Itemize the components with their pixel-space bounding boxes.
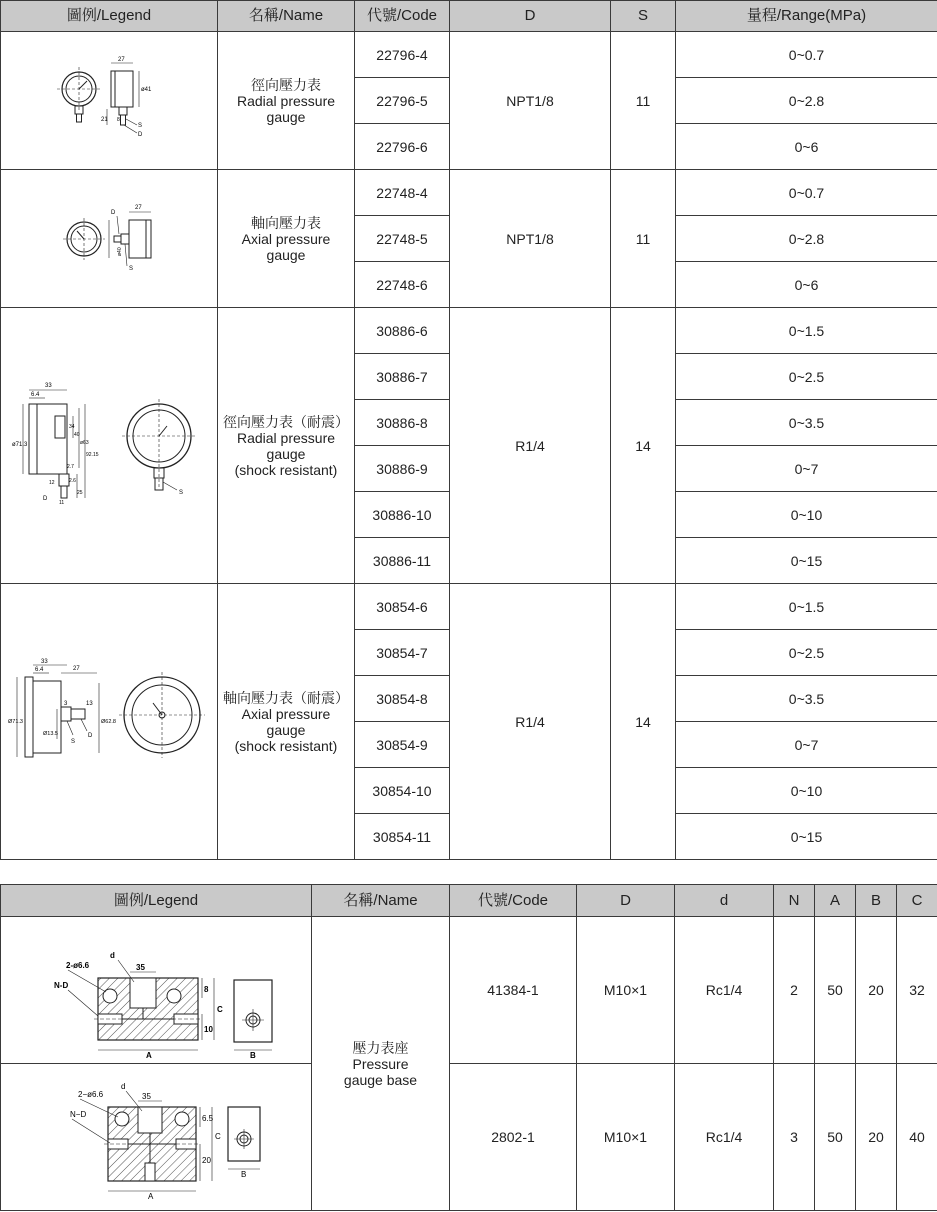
code-cell: 22796-5: [355, 78, 450, 124]
legend-radial-shock-gauge: [1, 308, 218, 584]
dim-label: 11: [58, 499, 64, 506]
d-lower-cell: Rc1/4: [675, 1064, 774, 1211]
table-row: [1, 1064, 937, 1211]
dim-label: 27: [135, 204, 142, 211]
dim-label: ø40: [117, 246, 123, 256]
dim-label: 10: [204, 1025, 213, 1034]
name-zh: 壓力表座: [352, 1039, 409, 1056]
dim-label: 2.7: [66, 463, 74, 470]
d-cell: R1/4: [450, 308, 611, 584]
range-cell: 0~1.5: [676, 584, 937, 630]
dim-label: 8: [117, 116, 120, 123]
radial-gauge-drawing: [49, 51, 169, 151]
code-cell: 30886-9: [355, 446, 450, 492]
name-zh: 軸向壓力表（耐震）: [223, 689, 349, 706]
dim-label: d: [121, 1082, 126, 1091]
dim-label: 35: [142, 1092, 151, 1101]
dim-label: 8: [204, 985, 209, 994]
code-cell: 22748-5: [355, 216, 450, 262]
s-cell: 14: [611, 308, 676, 584]
table-row: [1, 584, 937, 630]
range-cell: 0~6: [676, 124, 937, 170]
legend-axial-gauge: [1, 170, 218, 308]
table-row: [1, 32, 937, 78]
header-legend: 圖例/Legend: [1, 1, 218, 32]
range-cell: 0~2.5: [676, 354, 937, 400]
product-name-cell: [218, 584, 355, 860]
dim-label: 6.4: [34, 666, 43, 673]
header-code: 代號/Code: [450, 885, 577, 917]
dim-label: A: [146, 1051, 152, 1060]
code-cell: 30854-11: [355, 814, 450, 860]
s-cell: 11: [611, 32, 676, 170]
name-en: gauge: [266, 721, 306, 738]
legend-axial-shock-gauge: [1, 584, 218, 860]
header-range: 量程/Range(MPa): [676, 1, 937, 32]
header-legend: 圖例/Legend: [1, 885, 312, 917]
dim-label: Ø71.3: [7, 718, 23, 725]
dim-label: Ø62.8: [100, 718, 116, 725]
dim-label: A: [148, 1192, 154, 1201]
code-cell: 22748-4: [355, 170, 450, 216]
gauge-base-2port-drawing: [6, 920, 306, 1060]
dim-label: D: [42, 495, 47, 502]
n-cell: 3: [774, 1064, 815, 1211]
code-cell: 30886-7: [355, 354, 450, 400]
dim-label: 92.15: [85, 451, 99, 458]
dim-label: 27: [118, 56, 125, 63]
code-cell: 30886-10: [355, 492, 450, 538]
legend-base-2port: [1, 917, 312, 1064]
range-cell: 0~7: [676, 722, 937, 768]
d-upper-cell: M10×1: [577, 917, 675, 1064]
product-name-cell: [312, 917, 450, 1211]
dim-label: 2−ø6.6: [78, 1090, 104, 1099]
dim-label: 20: [202, 1156, 211, 1165]
dim-label: 34: [68, 423, 75, 430]
header-d: D: [450, 1, 611, 32]
name-en: gauge base: [343, 1071, 418, 1088]
dim-label: S: [178, 489, 183, 496]
range-cell: 0~0.7: [676, 170, 937, 216]
dim-label: Ø13.5: [42, 730, 58, 737]
range-cell: 0~1.5: [676, 308, 937, 354]
range-cell: 0~10: [676, 768, 937, 814]
legend-base-3port: [1, 1064, 312, 1211]
dim-label: 25: [76, 489, 83, 496]
s-cell: 14: [611, 584, 676, 860]
radial-shock-gauge-drawing: [7, 376, 212, 516]
code-cell: 22796-4: [355, 32, 450, 78]
dim-label: 6.5: [202, 1114, 214, 1123]
dim-label: 3: [63, 700, 67, 707]
gauge-base-table: [0, 884, 937, 1211]
name-en: Radial pressure: [236, 429, 336, 446]
c-cell: 32: [897, 917, 937, 1064]
code-cell: 41384-1: [450, 917, 577, 1064]
range-cell: 0~15: [676, 538, 937, 584]
a-cell: 50: [815, 1064, 856, 1211]
dim-label: N−D: [70, 1110, 87, 1119]
product-name-cell: [218, 308, 355, 584]
product-name-cell: [218, 32, 355, 170]
header-b: B: [856, 885, 897, 917]
dim-label: ø63: [79, 439, 89, 446]
name-en: gauge: [266, 246, 306, 263]
range-cell: 0~3.5: [676, 400, 937, 446]
name-zh: 軸向壓力表: [251, 214, 321, 231]
b-cell: 20: [856, 1064, 897, 1211]
header-d-upper: D: [577, 885, 675, 917]
dim-label: D: [87, 732, 92, 739]
range-cell: 0~3.5: [676, 676, 937, 722]
dim-label: S: [70, 738, 75, 745]
d-cell: NPT1/8: [450, 32, 611, 170]
code-cell: 22748-6: [355, 262, 450, 308]
code-cell: 30886-11: [355, 538, 450, 584]
dim-label: 40: [73, 431, 80, 438]
dim-label: 35: [136, 963, 145, 972]
code-cell: 22796-6: [355, 124, 450, 170]
code-cell: 30854-10: [355, 768, 450, 814]
header-n: N: [774, 885, 815, 917]
dim-label: 27: [72, 665, 80, 672]
name-en: Axial pressure: [241, 230, 331, 247]
dim-label: B: [241, 1170, 247, 1179]
b-cell: 20: [856, 917, 897, 1064]
name-en: gauge: [266, 108, 306, 125]
range-cell: 0~0.7: [676, 32, 937, 78]
dim-label: C: [215, 1132, 221, 1141]
table-header-row: [1, 885, 937, 917]
range-cell: 0~2.8: [676, 216, 937, 262]
header-a: A: [815, 885, 856, 917]
code-cell: 2802-1: [450, 1064, 577, 1211]
range-cell: 0~2.5: [676, 630, 937, 676]
d-upper-cell: M10×1: [577, 1064, 675, 1211]
name-en: gauge: [266, 445, 306, 462]
dim-label: 6.4: [30, 391, 39, 398]
name-en: (shock resistant): [234, 737, 338, 754]
table-row: [1, 308, 937, 354]
d-cell: R1/4: [450, 584, 611, 860]
code-cell: 30886-8: [355, 400, 450, 446]
dim-label: ø71.3: [11, 441, 27, 448]
n-cell: 2: [774, 917, 815, 1064]
product-name-cell: [218, 170, 355, 308]
name-zh: 徑向壓力表: [251, 76, 321, 93]
a-cell: 50: [815, 917, 856, 1064]
header-code: 代號/Code: [355, 1, 450, 32]
code-cell: 30854-6: [355, 584, 450, 630]
name-en: Pressure: [352, 1055, 409, 1072]
d-lower-cell: Rc1/4: [675, 917, 774, 1064]
dim-label: 33: [40, 658, 48, 665]
dim-label: C: [217, 1005, 223, 1014]
name-en: Radial pressure: [236, 92, 336, 109]
dim-label: 2-ø6.6: [66, 961, 90, 970]
header-name: 名稱/Name: [218, 1, 355, 32]
dim-label: S: [129, 265, 134, 272]
dim-label: 13: [85, 700, 93, 707]
dim-label: ø41: [141, 86, 152, 93]
table-header-row: [1, 1, 937, 32]
axial-gauge-drawing: [49, 194, 169, 284]
s-cell: 11: [611, 170, 676, 308]
name-zh: 徑向壓力表（耐震）: [223, 413, 349, 430]
dim-label: N-D: [54, 981, 69, 990]
header-s: S: [611, 1, 676, 32]
dim-label: S: [138, 122, 143, 129]
axial-shock-gauge-drawing: [7, 657, 212, 787]
header-c: C: [897, 885, 937, 917]
gauge-base-3port-drawing: [6, 1067, 306, 1207]
table-row: [1, 170, 937, 216]
header-d-lower: d: [675, 885, 774, 917]
dim-label: D: [138, 131, 143, 138]
name-en: (shock resistant): [234, 461, 338, 478]
dim-label: 12: [48, 479, 55, 486]
range-cell: 0~15: [676, 814, 937, 860]
dim-label: B: [250, 1051, 256, 1060]
dim-label: 33: [44, 382, 52, 389]
code-cell: 30854-7: [355, 630, 450, 676]
code-cell: 30886-6: [355, 308, 450, 354]
table-row: [1, 917, 937, 1064]
dim-label: 2.6: [68, 477, 76, 484]
dim-label: D: [111, 209, 116, 216]
dim-label: d: [110, 951, 115, 960]
range-cell: 0~6: [676, 262, 937, 308]
header-name: 名稱/Name: [312, 885, 450, 917]
code-cell: 30854-9: [355, 722, 450, 768]
code-cell: 30854-8: [355, 676, 450, 722]
range-cell: 0~2.8: [676, 78, 937, 124]
d-cell: NPT1/8: [450, 170, 611, 308]
range-cell: 0~10: [676, 492, 937, 538]
c-cell: 40: [897, 1064, 937, 1211]
name-en: Axial pressure: [241, 705, 331, 722]
legend-radial-gauge: [1, 32, 218, 170]
dim-label: 21: [101, 116, 108, 123]
range-cell: 0~7: [676, 446, 937, 492]
